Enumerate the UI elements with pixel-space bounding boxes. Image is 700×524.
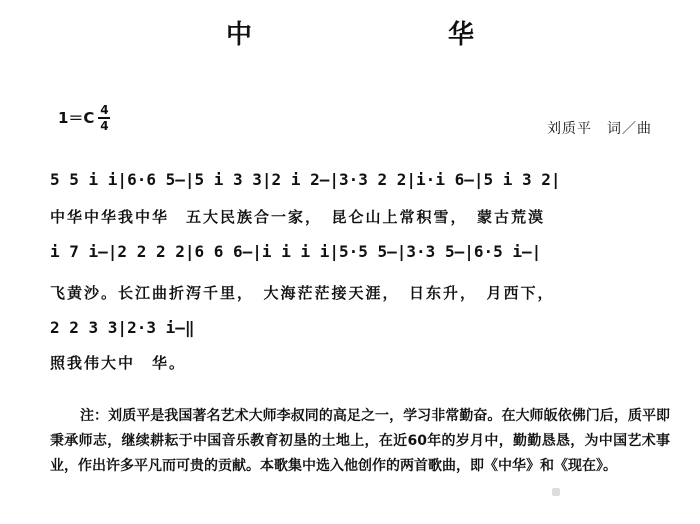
lyric-line-3: 照我伟大中 华。 — [50, 354, 187, 372]
seal-mark — [552, 488, 560, 496]
lyric-line-1: 中华中华我中华 五大民族合一家， 昆仑山上常积雪， 蒙古荒漠 — [50, 208, 546, 226]
lyric-line-2: 飞黄沙。长江曲折泻千里， 大海茫茫接天涯， 日东升， 月西下， — [50, 284, 555, 302]
key-signature — [58, 104, 110, 132]
notation-line-3: 2 2 3 3|2·3 i—‖ — [50, 318, 195, 337]
notation-line-1: 5 5 i i|6·6 5—|5 i 3 3|2 i 2—|3·3 2 2|i·i 6—|5 i 3 2| — [50, 170, 561, 189]
key-label: 1＝C — [58, 109, 95, 128]
footnote: 注：刘质平是我国著名艺术大师李叔同的高足之一，学习非常勤奋。在大师皈依佛门后，质平即秉承师志，继续耕耘于中国音乐教育初垦的土地上，在近60年的岁月中，勤勤恳恳，为中国艺术事业，作出许多平凡而可贵的贡献。本歌集中选入他创作的两首歌曲，即《中华》和《现在》。 — [50, 408, 670, 474]
notation-line-2: i 7 i—|2 2 2 2|6 6 6—|i i i i|5·5 5—|3·3 5—|6·5 i—| — [50, 242, 542, 261]
time-signature — [98, 104, 110, 132]
song-title: 中 华 — [225, 20, 522, 50]
composer-credit: 刘质平 词／曲 — [547, 121, 652, 137]
time-beats: 4 — [100, 103, 109, 117]
time-unit: 4 — [100, 118, 109, 133]
